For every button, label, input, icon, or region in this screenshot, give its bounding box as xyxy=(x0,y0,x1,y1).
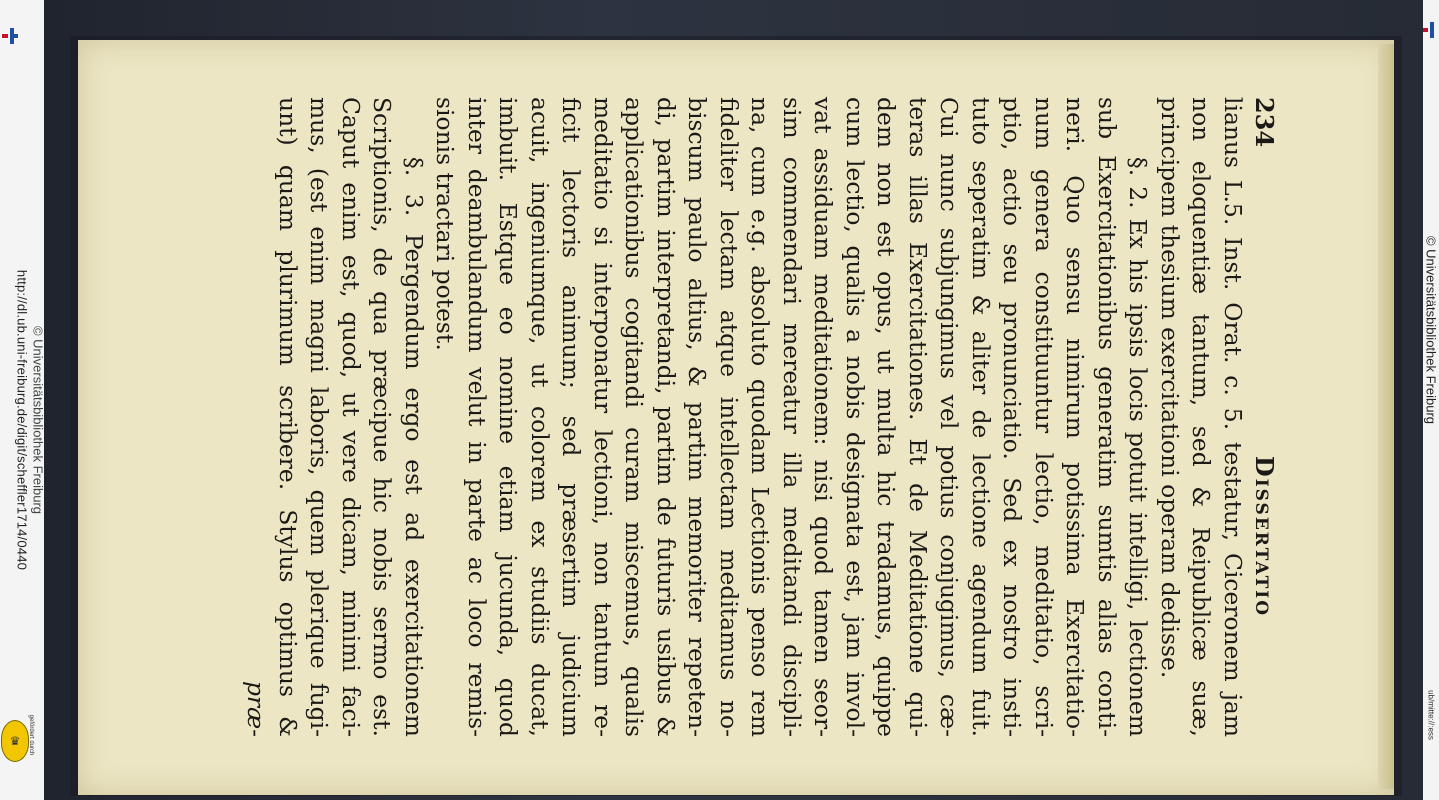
flag-icon xyxy=(1423,22,1439,38)
text-line: unt) quam plurimum scribere. Stylus optimus & xyxy=(274,97,302,737)
text-line: §. 2. Ex his ipsis locis potuit intelligi, lectionem xyxy=(1124,157,1153,737)
text-line: num genera constituuntur lectio, meditatio, scri- xyxy=(1030,97,1058,737)
text-line: applicationibus cogitandi curam miscemus, qualis xyxy=(620,97,649,737)
text-line: cum lectio, qualis a nobis designata est, jam invol- xyxy=(841,97,869,737)
text-line: meditatio si interponatur lectioni, non tantum re- xyxy=(589,97,617,737)
text-line: dem non est opus, ut multa hic tradamus, quippe xyxy=(872,97,901,737)
text-line: Cui nunc subjungimus vel potius conjugimus, cæ- xyxy=(935,97,964,737)
text-line: sim commendari mereatur illa meditandi discipli- xyxy=(778,97,806,737)
running-title: Dissertatio xyxy=(1250,455,1279,617)
text-line: na, cum e.g. absoluto quodam Lectionis penso rem xyxy=(746,97,775,737)
text-line: non eloquentiæ tantum, sed & Reipublicæ suæ, xyxy=(1187,97,1216,737)
rights-note: © Universitätsbibliothek Freiburg xyxy=(1423,235,1439,425)
text-line: di, partim interpretandi, partim de futuris usibus & xyxy=(652,97,680,737)
text-line: imbuit. Estque eo nomine etiam jucunda, quod xyxy=(494,97,523,737)
page-number: 234 xyxy=(1250,97,1279,148)
text-line: lianus L.5. Inst. Orat. c. 5. testatur, Ciceronem jam xyxy=(1219,97,1247,737)
institution-credit: © Universitätsbibliothek Freiburg xyxy=(30,325,46,515)
funded-by-label: gefördert durch xyxy=(28,714,34,756)
text-line: ficit lectoris animum; sed præsertim judicium xyxy=(557,97,586,737)
text-line: Scriptionis, de qua præcipue hic nobis sermo est. xyxy=(368,97,397,737)
text-line: biscum paulo altius, & partim memoriter repeten- xyxy=(683,97,712,737)
right-small-label: ub/mitte://:ess xyxy=(1426,690,1436,740)
page-text-block xyxy=(178,57,1288,777)
text-line: sub Exercitationibus generatim sumtis alias conti- xyxy=(1093,97,1121,737)
text-line: teras illas Exercitationes. Et de Meditatione qui- xyxy=(904,97,932,737)
running-header xyxy=(1248,97,1280,737)
text-line: §. 3. Pergendum ergo est ad exercitationem xyxy=(400,157,428,737)
text-line: tuto seperatim & aliter de lectione agendum fuit. xyxy=(967,97,995,737)
page-edge xyxy=(1378,44,1394,789)
text-lines xyxy=(272,97,1249,737)
text-line: vat assiduam meditationem: nisi quod tamen seor- xyxy=(809,97,838,737)
text-line: Caput enim est, quod, ut vere dicam, minimi faci- xyxy=(337,97,365,737)
funding-logo-icon: ♛ xyxy=(1,720,29,762)
text-line: sionis tractari potest. xyxy=(431,97,460,351)
flag-icon xyxy=(2,28,18,44)
text-line: mus, (est enim magni laboris, quem plerique fugi- xyxy=(305,97,334,737)
text-line: principem thesium exercitationi operam dedisse. xyxy=(1156,97,1184,679)
text-line: ptio, actio seu pronunciatio. Sed ex nostro insti- xyxy=(998,97,1027,737)
text-line: fideliter lectam atque intellectam meditamus no- xyxy=(715,97,743,737)
text-line: acuit, ingeniumque, ut colorem ex studiis ducat, xyxy=(526,97,554,737)
permalink-url[interactable]: http://dl.ub.uni-freiburg.de/digit/scheffler1714/0440 xyxy=(14,269,30,571)
text-line: neri. Quo sensu nimirum potissima Exercitatio- xyxy=(1061,97,1090,737)
text-line: inter deambulandum velut in parte ac loco remis- xyxy=(463,97,491,737)
catchword: præ- xyxy=(242,680,271,737)
